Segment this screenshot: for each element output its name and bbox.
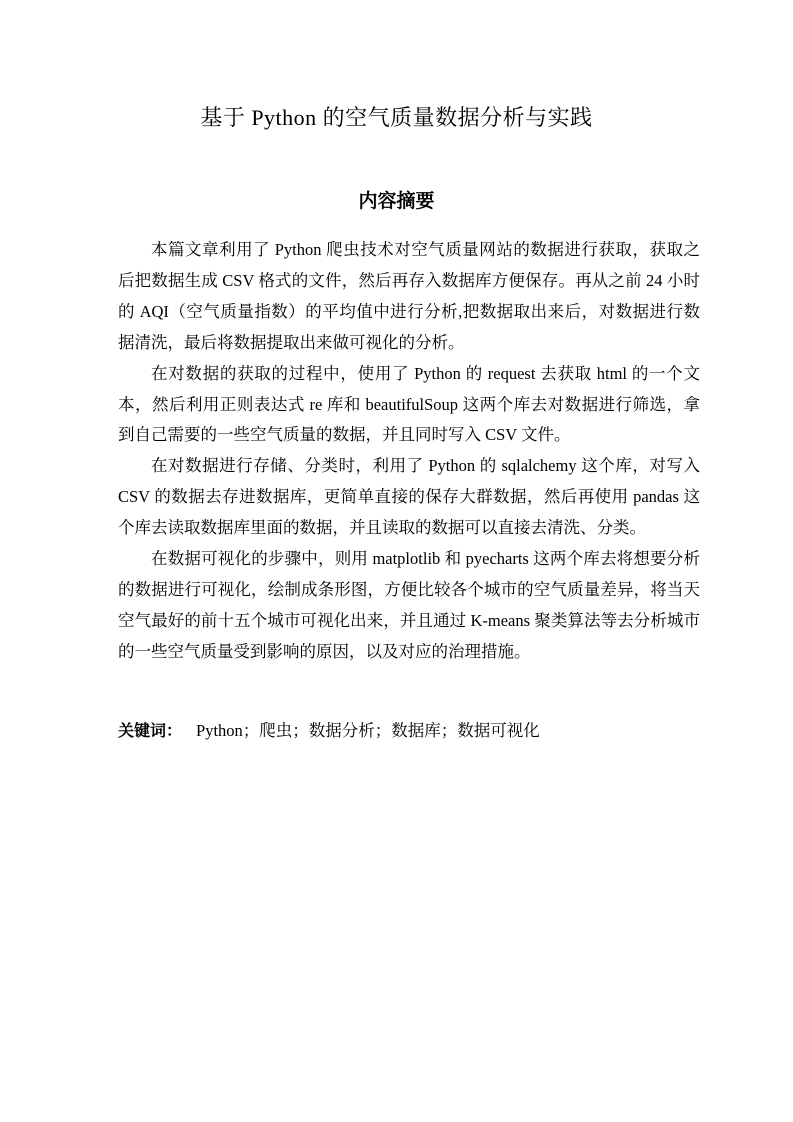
keywords-line xyxy=(118,716,700,746)
keywords-label: 关键词： xyxy=(118,721,183,740)
document-title: 基于 Python 的空气质量数据分析与实践 xyxy=(200,105,593,130)
abstract-paragraph-3: 在对数据进行存储、分类时，利用了 Python 的 sqlalchemy 这个库，对写入 CSV 的数据去存进数据库，更简单直接的保存大群数据，然后再使用 pandas 这个库去读取数据库里面的数据，并且读取的数据可以直接去清洗、分类。 xyxy=(118,456,700,538)
abstract-paragraph-4: 在数据可视化的步骤中，则用 matplotlib 和 pyecharts 这两个库去将想要分析的数据进行可视化，绘制成条形图，方便比较各个城市的空气质量差异，将当天空气最好的前十五个城市可视化出来，并且通过 K-means 聚类算法等去分析城市的一些空气质量受到影响的原因，以及对应的治理措施。 xyxy=(118,549,700,661)
abstract-paragraph-2: 在对数据的获取的过程中，使用了 Python 的 request 去获取 html 的一个文本，然后利用正则表达式 re 库和 beautifulSoup 这两个库去对数据进行筛选，拿到自己需要的一些空气质量的数据，并且同时写入 CSV 文件。 xyxy=(118,363,700,445)
abstract-paragraph-1: 本篇文章利用了 Python 爬虫技术对空气质量网站的数据进行获取，获取之后把数据生成 CSV 格式的文件，然后再存入数据库方便保存。再从之前 24 小时的 AQI（空气质量指数）的平均值中进行分析,把数据取出来后，对数据进行数据清洗，最后将数据提取出来做可视化的分析。 xyxy=(118,240,700,352)
keywords-value: Python；爬虫；数据分析；数据库；数据可视化 xyxy=(196,721,540,740)
abstract-body xyxy=(118,235,700,668)
abstract-heading: 内容摘要 xyxy=(358,190,435,212)
